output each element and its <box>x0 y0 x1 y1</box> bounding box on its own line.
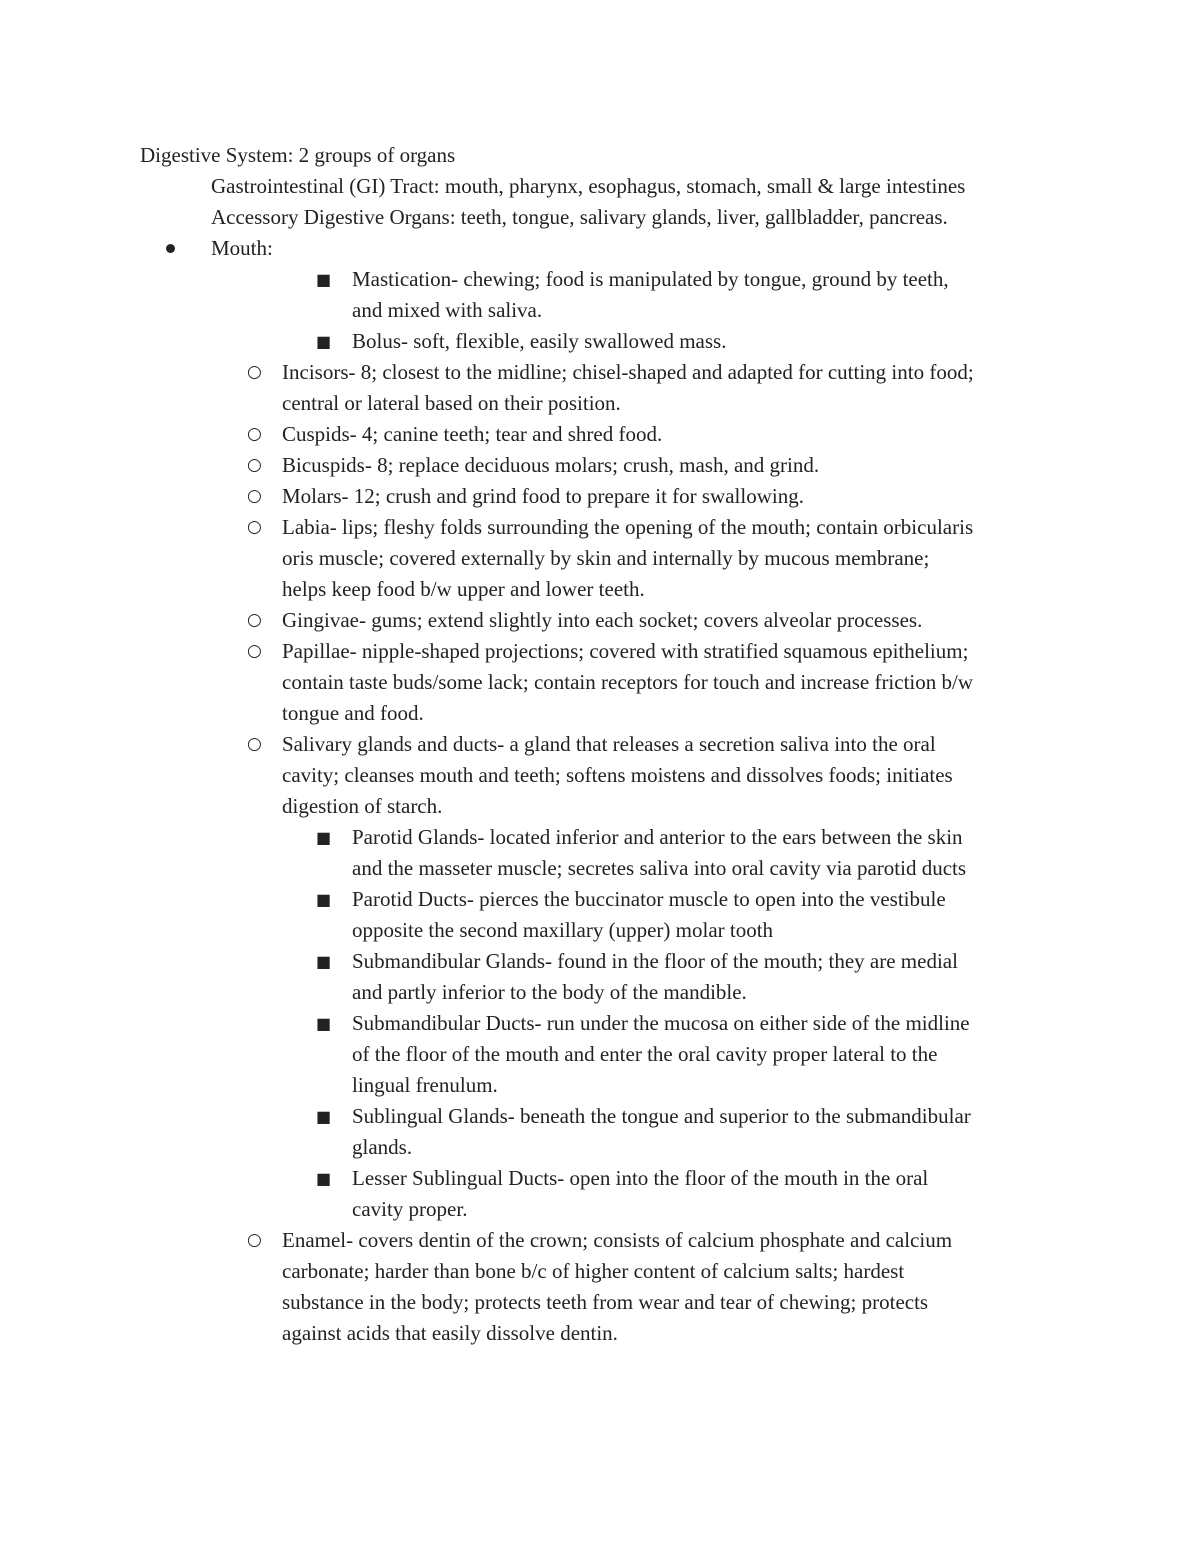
square-bullet-icon: ■ <box>316 1169 332 1188</box>
list-item-bolus <box>0 326 1200 357</box>
list-item-text: Papillae- nipple-shaped projections; covered with stratified squamous epithelium; contain taste buds/some lack; contain receptors for touch and increase friction b/w tongue and food. <box>282 639 974 725</box>
square-bullet-icon: ■ <box>316 828 332 847</box>
list-item-lesser-sublingual-ducts <box>0 1163 1200 1225</box>
list-item-text: Bicuspids- 8; replace deciduous molars; crush, mash, and grind. <box>282 453 820 477</box>
circle-bullet-icon: ○ <box>247 734 262 754</box>
list-item-text: Bolus- soft, flexible, easily swallowed mass. <box>352 329 727 353</box>
square-bullet-icon: ■ <box>316 952 332 971</box>
list-item-text: Incisors- 8; closest to the midline; chisel-shaped and adapted for cutting into food; central or lateral based on their position. <box>282 360 974 415</box>
square-bullet-icon: ■ <box>316 270 332 289</box>
document-page <box>0 140 1200 1349</box>
list-item-submandibular-ducts <box>0 1008 1200 1101</box>
list-item-parotid-ducts <box>0 884 1200 946</box>
list-item-molars <box>0 481 1200 512</box>
bullet-dot-icon <box>166 233 196 264</box>
list-item-text: Parotid Glands- located inferior and anterior to the ears between the skin and the masseter muscle; secretes saliva into oral cavity via parotid ducts <box>352 825 967 880</box>
document-title: Digestive System: 2 groups of organs <box>140 143 456 167</box>
list-item-cuspids <box>0 419 1200 450</box>
list-item-enamel <box>0 1225 1200 1349</box>
mouth-label: Mouth: <box>211 236 273 260</box>
circle-bullet-icon: ○ <box>247 517 262 537</box>
circle-bullet-icon: ○ <box>247 1230 262 1250</box>
circle-bullet-icon: ○ <box>247 641 262 661</box>
list-item-text: Cuspids- 4; canine teeth; tear and shred food. <box>282 422 663 446</box>
list-item-text: Enamel- covers dentin of the crown; consists of calcium phosphate and calcium carbonate; harder than bone b/c of higher content of calcium salts; hardest substance in the body; protects teeth from wear and tear of chewing; protects against acids that easily dissolve dentin. <box>282 1228 953 1345</box>
list-item-mastication <box>0 264 1200 326</box>
circle-bullet-icon: ○ <box>247 486 262 506</box>
square-bullet-icon: ■ <box>316 890 332 909</box>
list-item-text: Sublingual Glands- beneath the tongue and superior to the submandibular glands. <box>352 1104 971 1159</box>
list-item-text: Mastication- chewing; food is manipulated by tongue, ground by teeth, and mixed with saliva. <box>352 267 949 322</box>
square-bullet-icon: ■ <box>316 1014 332 1033</box>
list-item-text: Molars- 12; crush and grind food to prepare it for swallowing. <box>282 484 804 508</box>
square-bullet-icon: ■ <box>316 1107 332 1126</box>
list-item-papillae <box>0 636 1200 729</box>
list-item-text: Submandibular Ducts- run under the mucosa on either side of the midline of the floor of the mouth and enter the oral cavity proper lateral to the lingual frenulum. <box>352 1011 970 1097</box>
list-item-salivary-glands <box>0 729 1200 822</box>
list-item-text: Submandibular Glands- found in the floor of the mouth; they are medial and partly inferior to the body of the mandible. <box>352 949 958 1004</box>
list-item-labia <box>0 512 1200 605</box>
list-item-incisors <box>0 357 1200 419</box>
circle-bullet-icon: ○ <box>247 455 262 475</box>
list-item-bicuspids <box>0 450 1200 481</box>
list-item-sublingual-glands <box>0 1101 1200 1163</box>
circle-bullet-icon: ○ <box>247 424 262 444</box>
list-item-text: Labia- lips; fleshy folds surrounding the opening of the mouth; contain orbicularis oris muscle; covered externally by skin and internally by mucous membrane; helps keep food b/w upper and lower teeth. <box>282 515 974 601</box>
list-item-gingivae <box>0 605 1200 636</box>
list-item-parotid-glands <box>0 822 1200 884</box>
circle-bullet-icon: ○ <box>247 362 262 382</box>
list-item-mouth <box>0 233 1200 264</box>
list-item-text: Gingivae- gums; extend slightly into each socket; covers alveolar processes. <box>282 608 923 632</box>
circle-bullet-icon: ○ <box>247 610 262 630</box>
list-item-submandibular-glands <box>0 946 1200 1008</box>
group-accessory-organs: Accessory Digestive Organs: teeth, tongue, salivary glands, liver, gallbladder, pancreas. <box>211 205 948 229</box>
list-item-text: Parotid Ducts- pierces the buccinator muscle to open into the vestibule opposite the second maxillary (upper) molar tooth <box>352 887 946 942</box>
square-bullet-icon: ■ <box>316 332 332 351</box>
list-item-text: Salivary glands and ducts- a gland that releases a secretion saliva into the oral cavity; cleanses mouth and teeth; softens moistens and dissolves foods; initiates digestion of starch. <box>282 732 953 818</box>
list-item-text: Lesser Sublingual Ducts- open into the floor of the mouth in the oral cavity proper. <box>352 1166 929 1221</box>
group-gi-tract: Gastrointestinal (GI) Tract: mouth, pharynx, esophagus, stomach, small & large intestines <box>211 174 966 198</box>
